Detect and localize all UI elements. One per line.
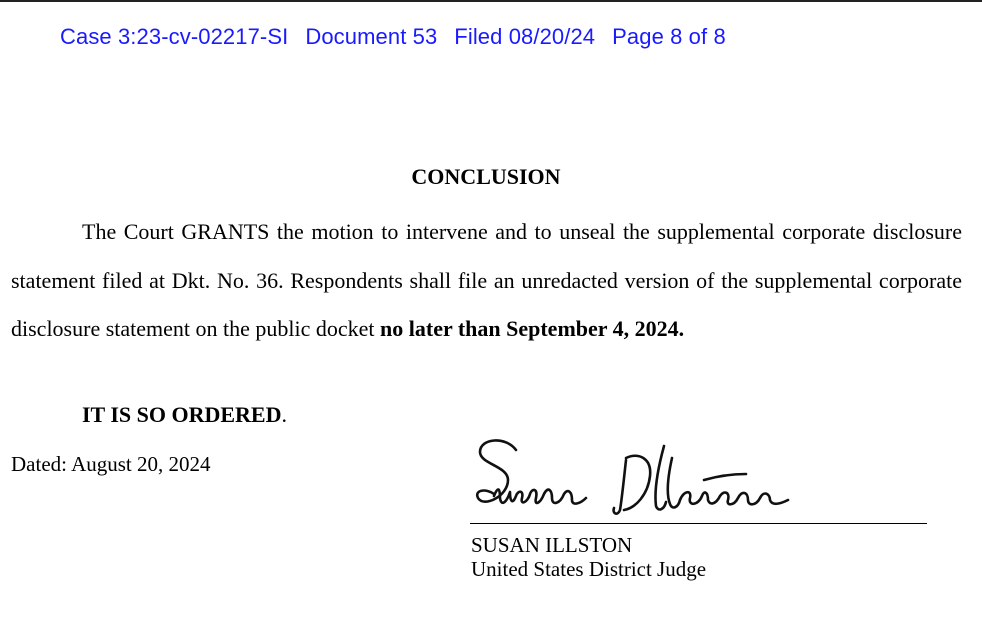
dated-line: Dated: August 20, 2024 [11, 452, 211, 476]
filing-header-stamp [60, 24, 743, 50]
conclusion-paragraph [11, 208, 962, 354]
page-number: Page 8 of 8 [612, 24, 726, 49]
deadline-text: no later than September 4, 2024. [380, 316, 685, 341]
paragraph-text: The Court GRANTS the motion to intervene and to unseal the supplemental corporate disclosure statement filed at Dkt. No. 36. Respondents shall file an unredacted version of the supplemental corporate disclosure statement on the public docket [11, 219, 962, 341]
case-number: Case 3:23-cv-02217-SI [60, 24, 289, 49]
judge-title: United States District Judge [471, 557, 707, 581]
page-top-border [0, 0, 982, 2]
document-number: Document 53 [305, 24, 438, 49]
signature-line [470, 523, 927, 524]
filed-date: Filed 08/20/24 [454, 24, 596, 49]
judge-printed-name: SUSAN ILLSTON [471, 533, 633, 557]
order-statement [82, 402, 287, 428]
handwritten-signature [468, 428, 798, 523]
order-text: IT IS SO ORDERED [82, 402, 282, 427]
order-suffix: . [281, 402, 287, 427]
section-heading: CONCLUSION [411, 164, 561, 189]
